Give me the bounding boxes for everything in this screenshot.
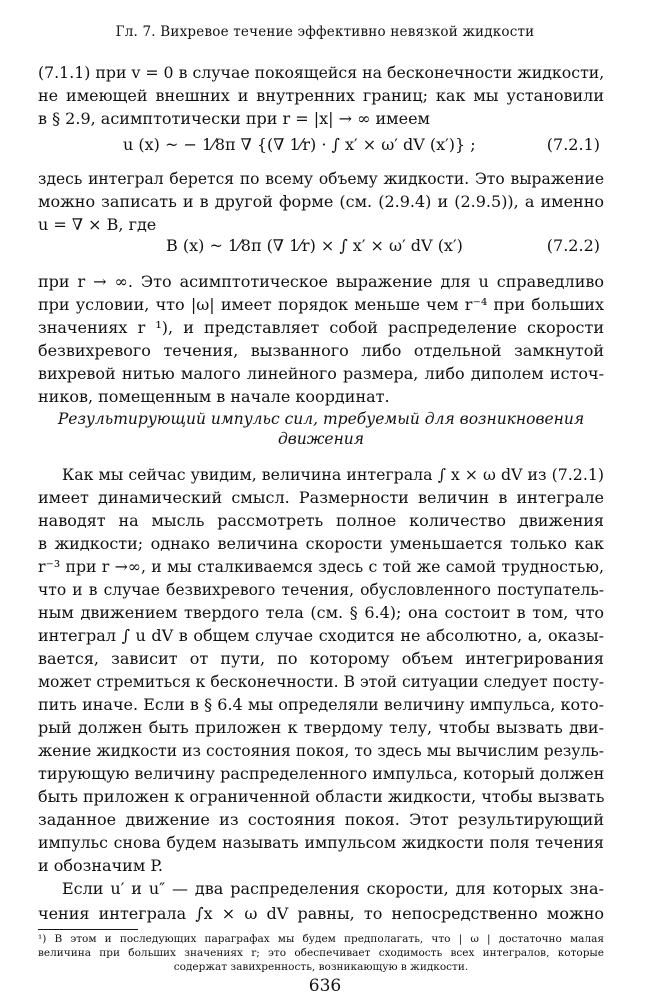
- text-line: имеет динамический смысл. Размерности величин в интеграле: [38, 488, 604, 507]
- text-line: не имеющей внешних и внутренних границ; как мы установили: [38, 86, 604, 105]
- equation-formula: u (x) ~ − 1⁄8π ∇ {(∇ 1⁄r) · ∫ x′ × ω′ dV (x′)} ;: [123, 135, 476, 154]
- equation-number: (7.2.1): [546, 135, 600, 154]
- text-line: (7.1.1) при v = 0 в случае покоящейся на бесконечности жидкости,: [38, 63, 605, 82]
- text-line: может стремиться к бесконечности. В этой ситуации следует посту-: [38, 673, 604, 691]
- text-line: интеграл ∫ u dV в общем случае сходится не абсолютно, а, оказы-: [38, 626, 604, 645]
- equation-number: (7.2.2): [546, 236, 600, 255]
- page-number: 636: [308, 976, 342, 996]
- text-line: Если u′ и u″ — два распределения скорости, для которых зна-: [62, 879, 604, 898]
- text-line: можно записать и в другой форме (см. (2.9.4) и (2.9.5)), а именно: [38, 192, 604, 211]
- running-head: Гл. 7. Вихревое течение эффективно невязкой жидкости: [115, 24, 535, 40]
- text-line: значениях r ¹), и представляет собой распределение скорости: [38, 318, 604, 337]
- text-line: что и в случае безвихревого течения, обусловленного поступатель-: [38, 581, 604, 599]
- text-line: импульс снова будем называть импульсом жидкости поля течения: [38, 833, 604, 852]
- text-line: вихревой нитью малого линейного размера, либо диполем источ-: [38, 364, 604, 383]
- text-line: жение жидкости из состояния покоя, то здесь мы вычислим резуль-: [38, 742, 604, 760]
- text-line: u = ∇ × B, где: [38, 215, 157, 234]
- text-line: и обозначим P.: [38, 856, 163, 875]
- text-line: при r → ∞. Это асимптотическое выражение для u справедливо: [38, 272, 604, 291]
- equation-formula: B (x) ~ 1⁄8π (∇ 1⁄r) × ∫ x′ × ω′ dV (x′): [166, 236, 463, 255]
- text-line: заданное движение из состояния покоя. Этот результирующий: [38, 810, 604, 829]
- text-line: в жидкости; однако величина скорости уменьшается только как: [38, 534, 604, 553]
- text-line: наводят на мысль рассмотреть полное количество движения: [38, 511, 604, 530]
- text-line: безвихревого течения, вызванного либо отдельной замкнутой: [38, 341, 604, 360]
- text-line: рый должен быть приложен к твердому телу, чтобы вызвать дви-: [38, 718, 604, 737]
- footnote-line: величина при больших значениях r; это обеспечивает сходимость всех интегралов, которые: [38, 947, 604, 959]
- footnote-rule: [38, 929, 138, 930]
- text-line: в § 2.9, асимптотически при r = |x| → ∞ имеем: [38, 109, 430, 128]
- text-line: тирующую величину распределенного импульса, который должен: [38, 764, 605, 783]
- section-heading: Результирующий импульс сил, требуемый для возникновения: [57, 410, 585, 428]
- text-line: r⁻³ при r →∞, и мы сталкиваемся здесь с той же самой трудностью,: [38, 557, 604, 576]
- text-line: ников, помещенным в начале координат.: [38, 387, 390, 406]
- text-line: здесь интеграл берется по всему объему жидкости. Это выражение: [38, 170, 604, 188]
- equation-7-2-2: [38, 228, 604, 268]
- text-line: вается, зависит от пути, по которому объем интегрирования: [38, 649, 604, 668]
- footnote-line: ¹) В этом и последующих параграфах мы будем предполагать, что | ω | достаточно малая: [38, 933, 604, 945]
- text-line: ным движением твердого тела (см. § 6.4); она состоит в том, что: [38, 603, 604, 622]
- section-heading: движения: [277, 430, 365, 448]
- text-line: при условии, что |ω| имеет порядок меньше чем r⁻⁴ при больших: [38, 295, 604, 314]
- footnote-line: содержат завихренность, возникающую в жидкости.: [173, 961, 469, 973]
- text-line: быть приложен к ограниченной области жидкости, чтобы вызвать: [38, 787, 605, 806]
- text-line: пить иначе. Если в § 6.4 мы определяли величину импульса, кото-: [38, 695, 604, 714]
- equation-7-2-1: [38, 127, 604, 167]
- text-line: чения интеграла ∫x × ω dV равны, то непосредственно можно: [38, 904, 604, 923]
- text-line: Как мы сейчас увидим, величина интеграла ∫ x × ω dV из (7.2.1): [62, 465, 604, 484]
